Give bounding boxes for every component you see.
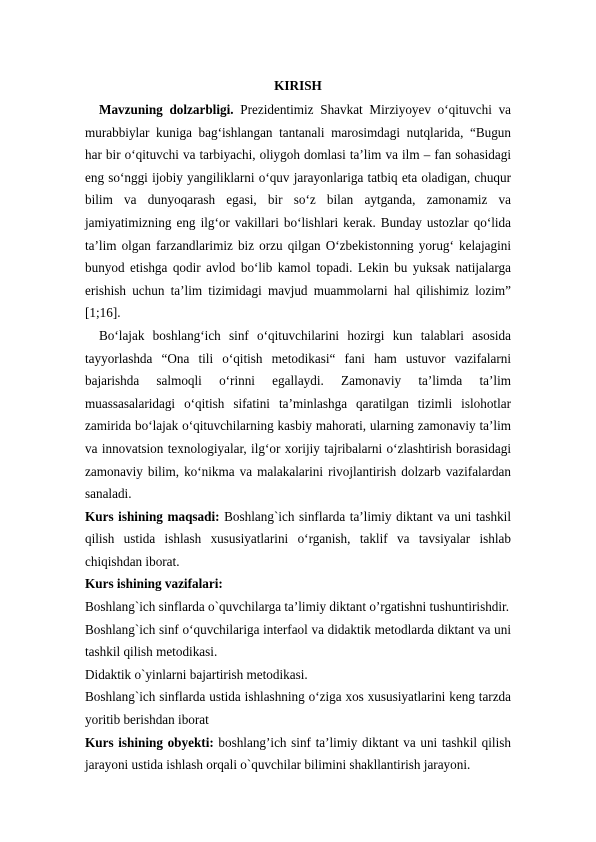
goal-paragraph <box>85 506 511 574</box>
context-paragraph: Bo‘lajak boshlang‘ich sinf o‘qituvchilarini hozirgi kun talablari asosida tayyorlashda “Ona tili o‘qitish metodikasi“ fani ham ustuvor vazifalarni bajarishda salmoqli o‘rinni egallaydi. Zamonaviy ta’limda ta’lim muassasalaridagi o‘qitish sifatini ta’minlashga qaratilgan tizimli islohotlar zamirida bo‘lajak o‘qituvchilarning kasbiy mahorati, ularning zamonaviy ta’lim va innovatsion texnologiyalar, ilg‘or xorijiy tajribalarni o‘zlashtirish borasidagi zamonaviy bilim, ko‘nikma va malakalarini rivojlantirish dolzarb vazifalardan sanaladi. <box>85 327 511 502</box>
page-title: KIRISH <box>274 78 322 93</box>
goal-label: Kurs ishining maqsadi: <box>85 508 220 524</box>
object-text: boshlang’ich sinf ta’limiy diktant va uni tashkil qilish jarayoni ustida ishlash orqali o`quvchilar bilimini shakllantirish jarayoni. <box>85 734 511 773</box>
task-item: Boshlang`ich sinflarda ustida ishlashning o‘ziga xos xususiyatlarini keng tarzda yoritib berishdan iborat <box>85 689 511 728</box>
task-item: Boshlang`ich sinf o‘quvchilariga interfaol va didaktik metodlarda diktant va uni tashkil qilish metodikasi. <box>85 621 511 660</box>
object-paragraph <box>85 732 511 777</box>
tasks-label: Kurs ishining vazifalari: <box>85 576 223 592</box>
object-label: Kurs ishining obyekti: <box>85 734 214 750</box>
task-item: Boshlang`ich sinflarda o`quvchilarga ta’limiy diktant o’rgatishni tushuntirishdir. <box>85 599 510 615</box>
task-item: Didaktik o`yinlarni bajartirish metodikasi. <box>85 666 308 682</box>
goal-text: Boshlang`ich sinflarda ta’limiy diktant va uni tashkil qilish ustida ishlash xususiyatlarini o‘rganish, taklif va tavsiyalar ishlab chiqishdan iborat. <box>85 508 512 569</box>
relevance-paragraph <box>85 99 511 325</box>
relevance-label: Mavzuning dolzarbligi. <box>99 102 234 117</box>
tasks-heading <box>85 573 511 596</box>
relevance-text: Prezidentimiz Shavkat Mirziyoyev o‘qituvchi va murabbiylar kuniga bag‘ishlangan tantanali marosimdagi nutqlarida, “Bugun har bir o‘qituvchi va tarbiyachi, oliygoh domlasi ta’lim va ilm – fan sohasidagi eng so‘nggi ijobiy yangiliklarni o‘quv jarayonlariga tatbiq eta oladigan, chuqur bilim va dunyoqarash egasi, bir so‘z bilan aytganda, zamonamiz va jamiyatimizning eng ilg‘or vakillari bo‘lishlari kerak. Bunday ustozlar qo‘lida ta’lim olgan farzandlarimiz biz orzu qilgan O‘zbekistonning yorug‘ kelajagini bunyod etishga qodir avlod bo‘lib kamol topadi. Lekin bu yuksak natijalarga erishish uchun ta’lim tizimidagi mavjud muammolarni hal qilishimiz lozim” [1;16]. <box>85 102 512 321</box>
document-body <box>85 75 511 777</box>
